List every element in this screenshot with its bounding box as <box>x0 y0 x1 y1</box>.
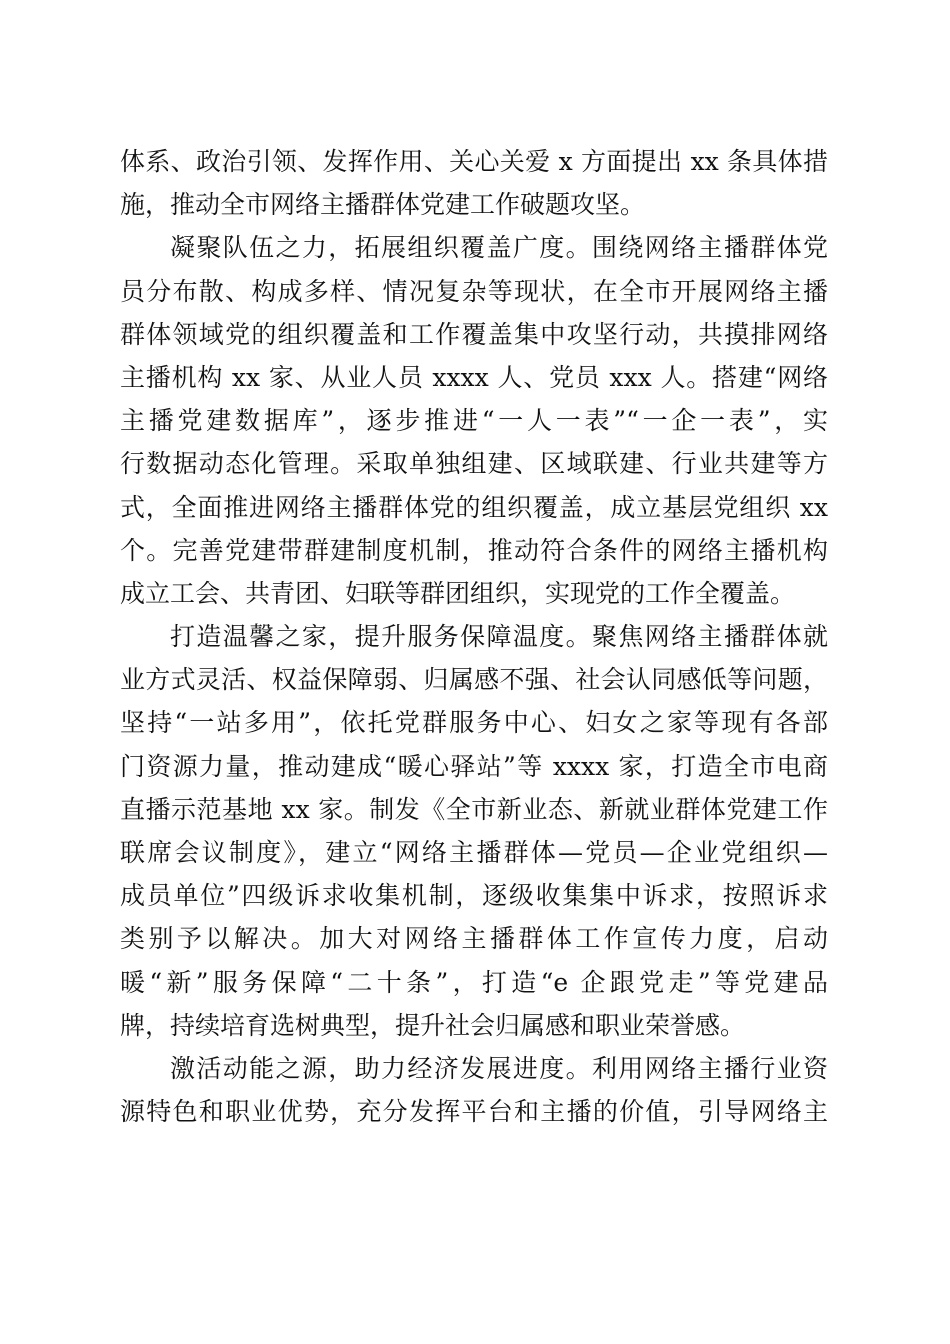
paragraph-first-line: 凝聚队伍之力，拓展组织覆盖广度。围绕网络主播群体党 <box>170 233 828 263</box>
text-line: 坚持“一站多用”，依托党群服务中心、妇女之家等现有各部 <box>120 708 828 738</box>
text-line: 式，全面推进网络主播群体党的组织覆盖，成立基层党组织 xx <box>120 492 828 522</box>
text-line: 个。完善党建带群建制度机制，推动符合条件的网络主播机构 <box>120 535 828 565</box>
text-line: 类别予以解决。加大对网络主播群体工作宣传力度，启动 <box>120 924 828 954</box>
text-line: 群体领域党的组织覆盖和工作覆盖集中攻坚行动，共摸排网络 <box>120 319 828 349</box>
text-line: 成员单位”四级诉求收集机制，逐级收集集中诉求，按照诉求 <box>120 881 828 911</box>
text-line: 门资源力量，推动建成“暖心驿站”等 xxxx 家，打造全市电商 <box>120 751 828 781</box>
text-line: 施，推动全市网络主播群体党建工作破题攻坚。 <box>120 190 646 220</box>
text-line: 成立工会、共青团、妇联等群团组织，实现党的工作全覆盖。 <box>120 578 796 608</box>
text-line: 主播党建数据库”，逐步推进“一人一表”“一企一表”，实 <box>120 406 828 436</box>
text-line: 联席会议制度》，建立“网络主播群体—党员—企业党组织— <box>120 838 828 867</box>
text-line: 直播示范基地 xx 家。制发《全市新业态、新就业群体党建工作 <box>120 794 828 824</box>
text-line: 暖“新”服务保障“二十条”，打造“e 企跟党走”等党建品 <box>120 967 828 997</box>
text-line: 牌，持续培育选树典型，提升社会归属感和职业荣誉感。 <box>120 1010 746 1040</box>
paragraph-first-line: 打造温馨之家，提升服务保障温度。聚焦网络主播群体就 <box>170 622 828 652</box>
text-line: 业方式灵活、权益保障弱、归属感不强、社会认同感低等问题， <box>120 665 828 695</box>
text-line: 主播机构 xx 家、从业人员 xxxx 人、党员 xxx 人。搭建“网络 <box>120 362 828 392</box>
text-line: 源特色和职业优势，充分发挥平台和主播的价值，引导网络主 <box>120 1097 828 1127</box>
paragraph-first-line: 激活动能之源，助力经济发展进度。利用网络主播行业资 <box>170 1053 828 1083</box>
text-line: 行数据动态化管理。采取单独组建、区域联建、行业共建等方 <box>120 449 828 479</box>
body-text <box>120 140 828 1133</box>
text-line: 体系、政治引领、发挥作用、关心关爱 x 方面提出 xx 条具体措 <box>120 147 828 176</box>
text-line: 员分布散、构成多样、情况复杂等现状，在全市开展网络主播 <box>120 276 828 306</box>
